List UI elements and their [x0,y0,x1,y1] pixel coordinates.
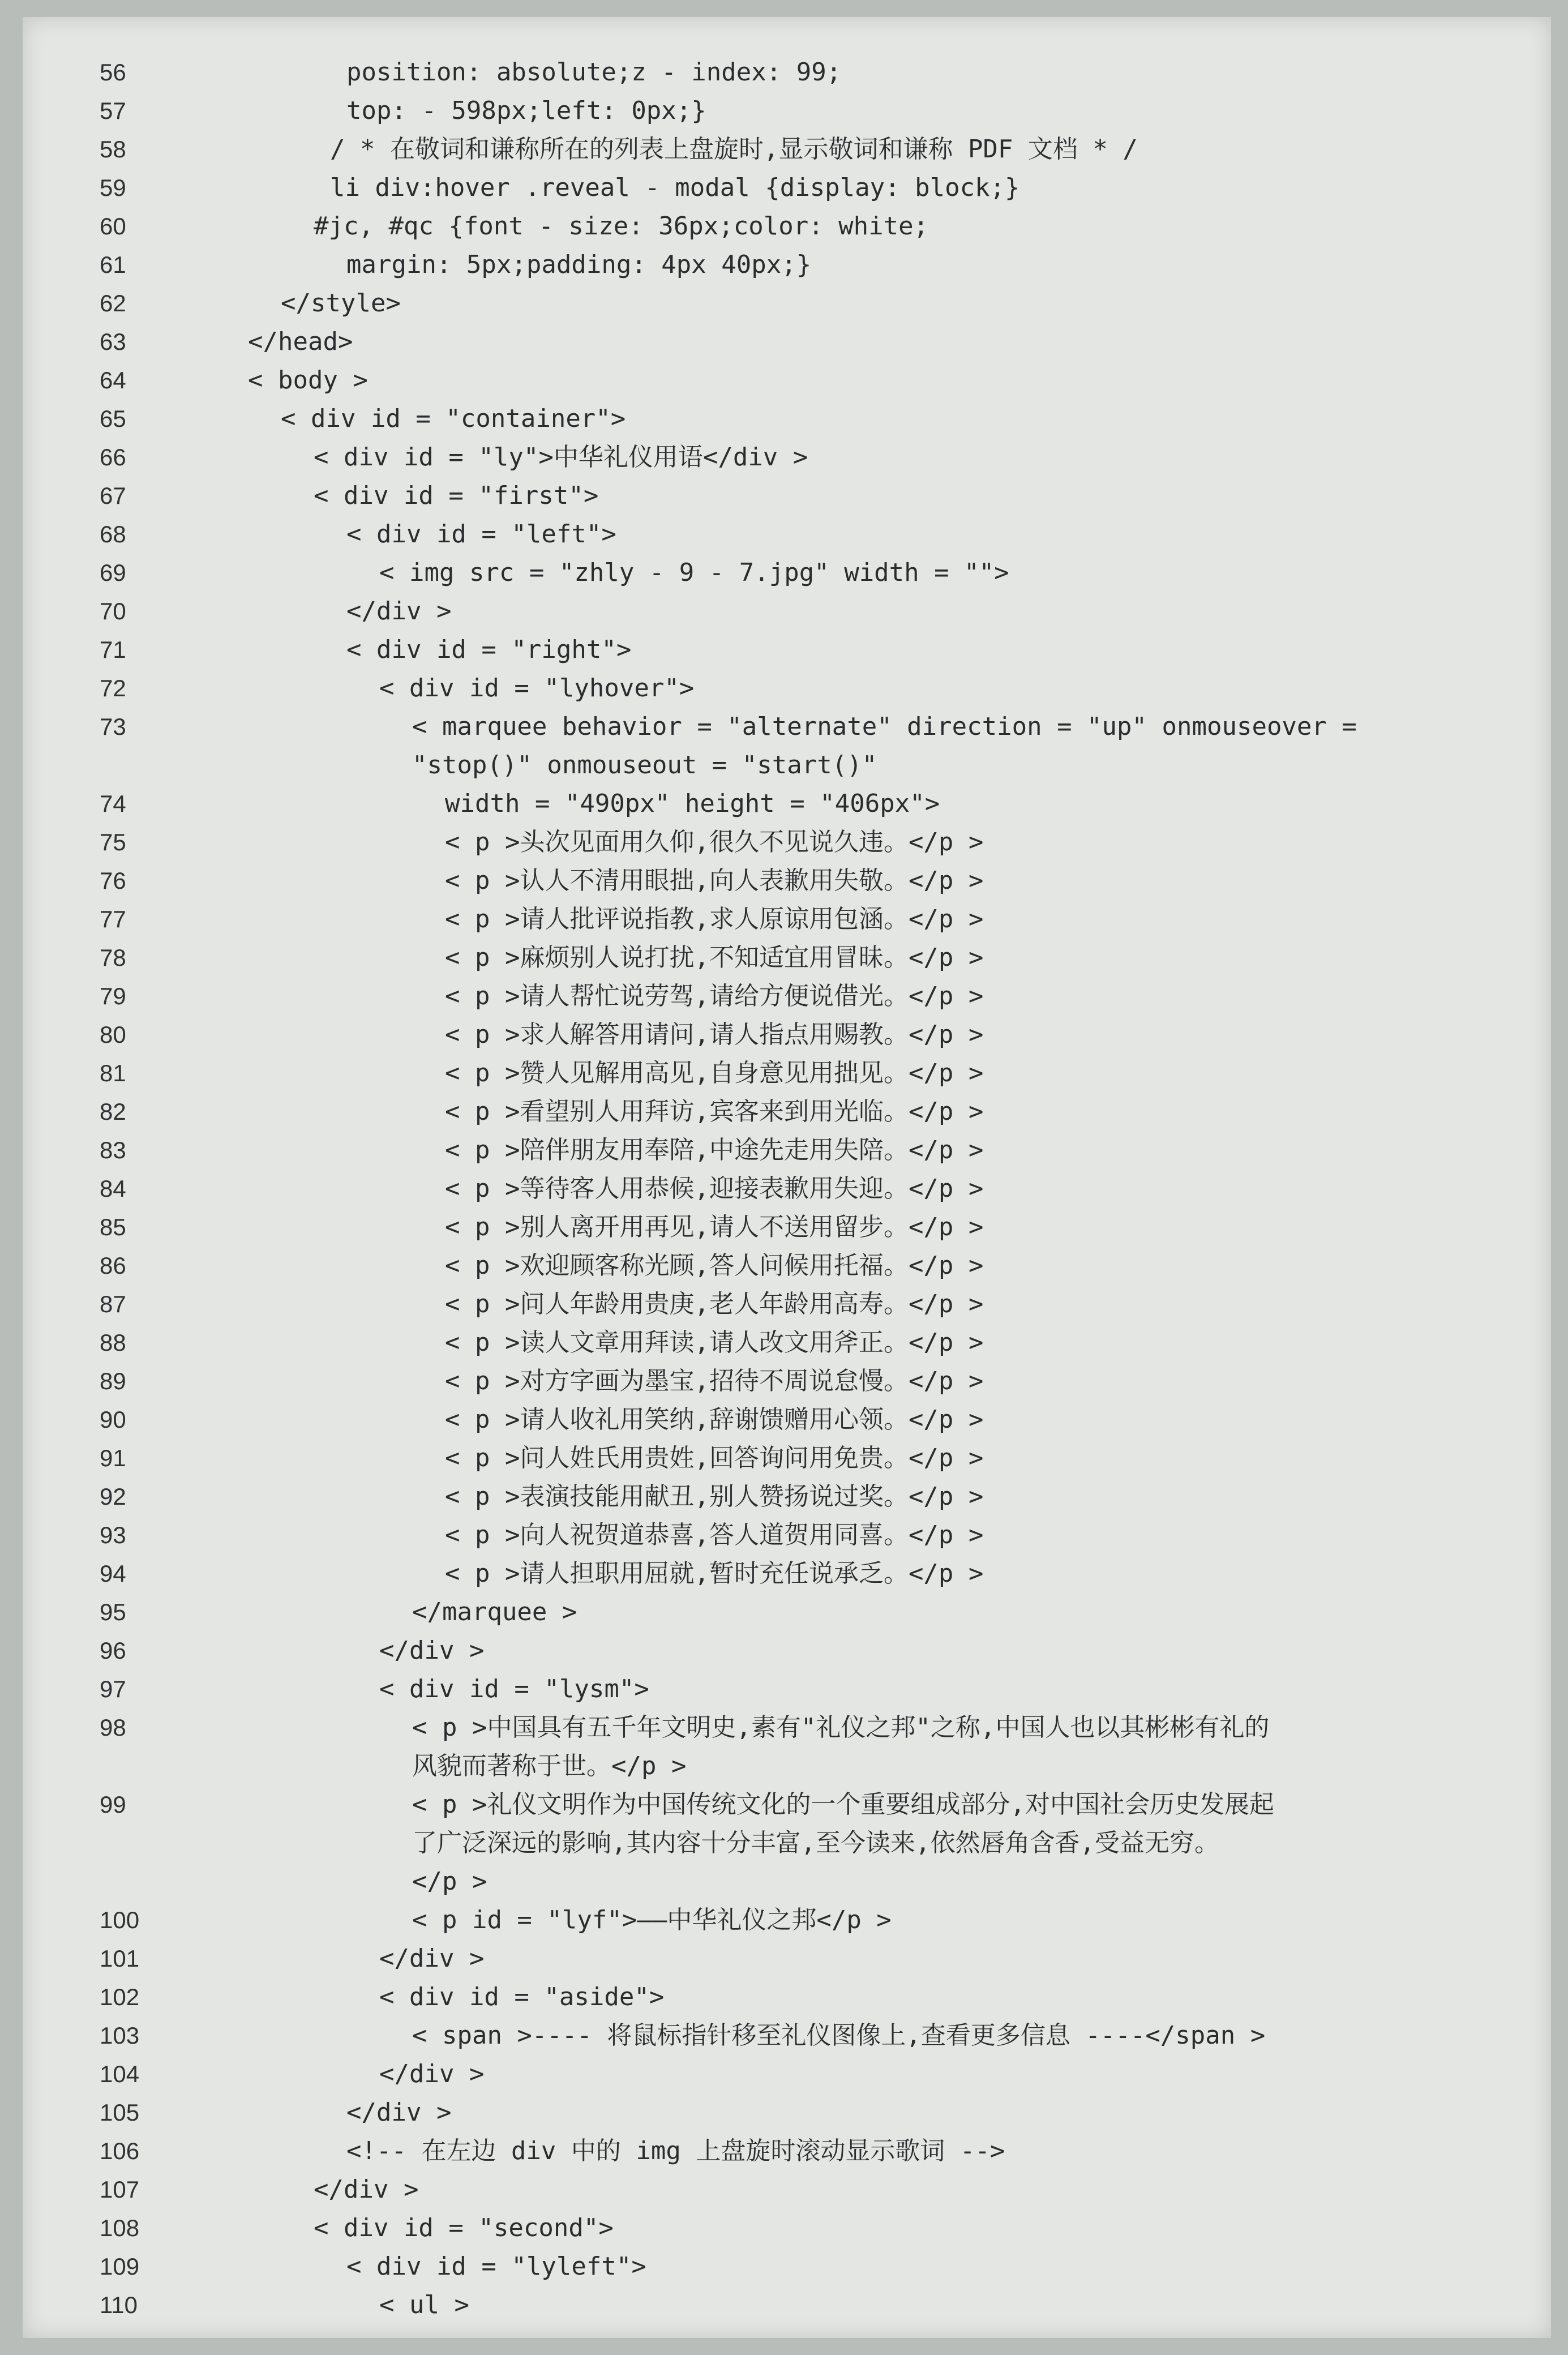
code-text [412,1785,1274,1901]
code-segment: position: absolute;z - index: 99; [346,58,842,87]
line-number: 84 [100,1175,126,1202]
line-number: 65 [100,405,126,432]
code-line [23,2093,1551,2132]
code-segment: </div > [314,2175,419,2204]
code-segment: li div:hover .reveal - modal {display: block;} [330,173,1020,202]
line-number: 105 [100,2099,140,2126]
code-text [314,207,928,246]
code-text [346,2093,451,2132]
code-segment: < p >问人年龄用贵庚,老人年龄用高寿。</p > [445,1290,984,1318]
code-text [445,862,983,900]
code-line [23,1978,1551,2016]
line-number: 74 [100,790,126,817]
code-line [23,2286,1551,2324]
code-segment: margin: 5px;padding: 4px 40px;} [346,250,812,279]
code-text [445,1054,983,1093]
code-segment: < p >认人不清用眼拙,向人表歉用失敬。</p > [445,866,984,895]
code-segment: < div id = "first"> [314,481,599,510]
line-number: 62 [100,290,126,316]
line-number: 92 [100,1483,126,1510]
code-text [445,1285,983,1324]
code-text [445,1016,983,1054]
code-line [23,1439,1551,1478]
code-segment: </div > [379,2059,485,2088]
code-line [23,785,1551,823]
code-line [23,1247,1551,1285]
line-number: 106 [100,2138,140,2164]
code-segment: </div > [379,1944,485,1973]
code-text [445,1516,983,1555]
code-line [23,2209,1551,2247]
line-number: 95 [100,1599,126,1625]
code-text [281,400,626,438]
code-text [445,1555,983,1593]
line-number: 90 [100,1406,126,1433]
code-segment: < p >求人解答用请问,请人指点用赐教。</p > [445,1020,984,1049]
code-text [412,1709,1269,1785]
code-text [445,977,983,1016]
line-number: 73 [100,713,126,740]
line-number: 57 [100,97,126,124]
code-text [412,1901,892,1939]
code-text [314,2209,614,2247]
line-number: 70 [100,598,126,624]
code-text [346,515,616,554]
code-segment: < p >欢迎顾客称光顾,答人问候用托福。</p > [445,1251,984,1280]
code-line [23,361,1551,400]
line-number: 100 [100,1907,140,1933]
code-text [346,246,811,284]
code-text [445,1208,983,1247]
line-number: 72 [100,675,126,701]
code-segment: < p >陪伴朋友用奉陪,中途先走用失陪。</p > [445,1136,984,1164]
code-segment: </div > [346,597,452,626]
code-line [23,1016,1551,1054]
line-number: 56 [100,59,126,85]
line-number: 67 [100,482,126,509]
code-text [445,1439,983,1478]
code-line [23,2016,1551,2055]
code-line [23,1670,1551,1709]
code-text [314,438,808,477]
code-line [23,1208,1551,1247]
code-segment: < p id = "lyf">——中华礼仪之邦</p > [412,1906,892,1934]
code-segment: </p > [412,1867,487,1896]
code-segment: top: - 598px;left: 0px;} [346,96,706,125]
code-segment: < p >请人担职用屈就,暂时充任说承乏。</p > [445,1559,984,1588]
line-number: 58 [100,136,126,162]
line-number: 86 [100,1252,126,1279]
code-line [23,515,1551,554]
code-text [346,92,706,130]
code-text [314,477,598,515]
line-number: 69 [100,559,126,586]
code-line [23,2055,1551,2093]
code-line [23,1478,1551,1516]
code-segment: <!-- 在左边 div 中的 img 上盘旋时滚动显示歌词 --> [346,2136,1005,2165]
code-segment: </marquee > [412,1598,577,1626]
code-line [23,1170,1551,1208]
code-text [379,1939,484,1978]
code-segment: < p >对方字画为墨宝,招待不周说怠慢。</p > [445,1367,984,1395]
code-line [23,862,1551,900]
line-number: 77 [100,906,126,932]
line-number: 59 [100,174,126,201]
code-segment: < div id = "lyhover"> [379,674,695,703]
code-text [330,169,1020,207]
code-line [23,669,1551,708]
code-line [23,1131,1551,1170]
line-number: 103 [100,2022,140,2049]
code-line [23,1555,1551,1593]
code-line [23,1593,1551,1632]
code-line [23,2170,1551,2209]
code-line [23,477,1551,515]
code-line [23,92,1551,130]
code-text [346,53,841,92]
code-line [23,1401,1551,1439]
line-number: 107 [100,2176,140,2203]
line-number: 101 [100,1945,140,1972]
code-line [23,1785,1551,1901]
code-text [445,1170,983,1208]
code-text [412,708,1357,785]
code-line [23,130,1551,169]
code-text [445,1324,983,1362]
code-segment: < p >别人离开用再见,请人不送用留步。</p > [445,1213,984,1241]
code-line [23,438,1551,477]
code-segment: 了广泛深远的影响,其内容十分丰富,至今读来,依然唇角含香,受益无穷。 [412,1829,1219,1857]
code-line [23,1709,1551,1785]
code-segment: < div id = "aside"> [379,1983,665,2011]
line-number: 83 [100,1137,126,1163]
code-text [314,2170,418,2209]
code-line [23,823,1551,862]
code-segment: < p >中国具有五千年文明史,素有"礼仪之邦"之称,中国人也以其彬彬有礼的 [412,1713,1270,1742]
code-segment: < div id = "lysm"> [379,1675,649,1703]
line-number: 88 [100,1329,126,1356]
code-line [23,631,1551,669]
code-segment: < div id = "ly">中华礼仪用语</div > [314,443,808,472]
code-text [346,631,631,669]
code-segment: < p >表演技能用献丑,别人赞扬说过奖。</p > [445,1482,984,1511]
line-number: 66 [100,444,126,470]
code-line [23,708,1551,785]
line-number: 99 [100,1791,126,1818]
code-segment: < img src = "zhly - 9 - 7.jpg" width = ""> [379,558,1009,587]
code-line [23,2132,1551,2170]
code-text [445,1478,983,1516]
line-number: 96 [100,1637,126,1664]
code-line [23,1901,1551,1939]
line-number: 79 [100,983,126,1009]
code-segment: 风貌而著称于世。</p > [412,1752,687,1780]
code-segment: < div id = "left"> [346,520,616,549]
line-number: 60 [100,213,126,239]
code-line [23,1362,1551,1401]
code-text [330,130,1138,169]
code-line [23,1285,1551,1324]
code-line [23,1516,1551,1555]
line-number: 93 [100,1522,126,1548]
code-line [23,207,1551,246]
code-segment: < body > [248,366,368,395]
code-text [379,1670,649,1709]
code-text [445,1362,983,1401]
code-line [23,592,1551,631]
code-segment: < ul > [379,2290,469,2319]
line-number: 61 [100,251,126,278]
code-line [23,900,1551,939]
line-number: 75 [100,829,126,855]
line-number: 109 [100,2253,140,2280]
code-line [23,169,1551,207]
code-segment: < p >赞人见解用高见,自身意见用拙见。</p > [445,1059,984,1087]
code-segment: < span >---- 将鼠标指针移至礼仪图像上,查看更多信息 ----</span > [412,2021,1266,2050]
code-text [379,2286,469,2324]
code-line [23,977,1551,1016]
code-segment: < p >向人祝贺道恭喜,答人道贺用同喜。</p > [445,1521,984,1549]
code-text [445,1131,983,1170]
line-number: 76 [100,867,126,894]
code-text [445,900,983,939]
code-segment: < div id = "container"> [281,404,626,433]
code-text [379,2055,484,2093]
code-text [379,1632,484,1670]
code-line [23,1324,1551,1362]
code-line [23,323,1551,361]
line-number: 94 [100,1560,126,1587]
code-line [23,939,1551,977]
code-text [346,2247,646,2286]
line-number: 89 [100,1368,126,1394]
line-number: 81 [100,1060,126,1086]
code-segment: < div id = "right"> [346,635,632,664]
code-text [248,323,353,361]
code-text [346,592,451,631]
code-segment: / * 在敬词和谦称所在的列表上盘旋时,显示敬词和谦称 PDF 文档 * / [330,135,1138,164]
code-text [379,554,1009,592]
code-segment: < p >读人文章用拜读,请人改文用斧正。</p > [445,1328,984,1357]
line-number: 82 [100,1098,126,1125]
line-number: 68 [100,521,126,547]
code-text [445,823,983,862]
line-number: 87 [100,1291,126,1317]
line-number: 71 [100,636,126,663]
code-line [23,400,1551,438]
code-text [412,2016,1265,2055]
code-segment: < p >请人收礼用笑纳,辞谢馈赠用心领。</p > [445,1405,984,1434]
code-text [346,2132,1005,2170]
line-number: 97 [100,1676,126,1702]
code-text [412,1593,577,1632]
line-number: 102 [100,1984,140,2010]
line-number: 85 [100,1214,126,1240]
code-line [23,2247,1551,2286]
code-text [445,1093,983,1131]
line-number: 91 [100,1445,126,1471]
code-segment: width = "490px" height = "406px"> [445,789,940,818]
code-segment: </style> [281,289,401,318]
line-number: 63 [100,328,126,355]
code-line [23,1632,1551,1670]
code-segment: < p >等待客人用恭候,迎接表歉用失迎。</p > [445,1174,984,1203]
code-segment: < marquee behavior = "alternate" direction = "up" onmouseover = [412,712,1357,741]
code-segment: < div id = "lyleft"> [346,2252,646,2281]
code-segment: < p >请人帮忙说劳驾,请给方便说借光。</p > [445,982,984,1010]
code-text [248,361,368,400]
code-line [23,554,1551,592]
code-line [23,1093,1551,1131]
code-segment: < p >头次见面用久仰,很久不见说久违。</p > [445,828,984,857]
line-number: 78 [100,944,126,971]
line-number: 108 [100,2215,140,2241]
code-segment: < p >请人批评说指教,求人原谅用包涵。</p > [445,905,984,934]
line-number: 104 [100,2061,140,2087]
code-segment: < p >问人姓氏用贵姓,回答询问用免贵。</p > [445,1444,984,1472]
code-line [23,53,1551,92]
code-segment: "stop()" onmouseout = "start()" [412,751,877,780]
code-segment: </div > [346,2098,452,2127]
code-segment: </head> [248,327,353,356]
line-number: 80 [100,1021,126,1048]
code-text [281,284,401,323]
code-text [379,1978,664,2016]
code-text [445,939,983,977]
code-text [445,785,940,823]
code-segment: < p >麻烦别人说打扰,不知适宜用冒昧。</p > [445,943,984,972]
code-segment: < div id = "second"> [314,2213,614,2242]
code-text [445,1247,983,1285]
code-text [379,669,694,708]
code-segment: </div > [379,1636,485,1665]
code-line [23,246,1551,284]
code-line [23,1054,1551,1093]
code-line [23,1939,1551,1978]
book-page [23,17,1551,2338]
line-number: 64 [100,367,126,393]
code-segment: < p >礼仪文明作为中国传统文化的一个重要组成部分,对中国社会历史发展起 [412,1790,1274,1819]
line-number: 98 [100,1714,126,1741]
code-line [23,284,1551,323]
code-text [445,1401,983,1439]
line-number: 110 [100,2292,138,2318]
code-segment: #jc, #qc {font - size: 36px;color: white; [314,212,929,241]
code-segment: < p >看望别人用拜访,宾客来到用光临。</p > [445,1097,984,1126]
code-listing [23,53,1551,2324]
